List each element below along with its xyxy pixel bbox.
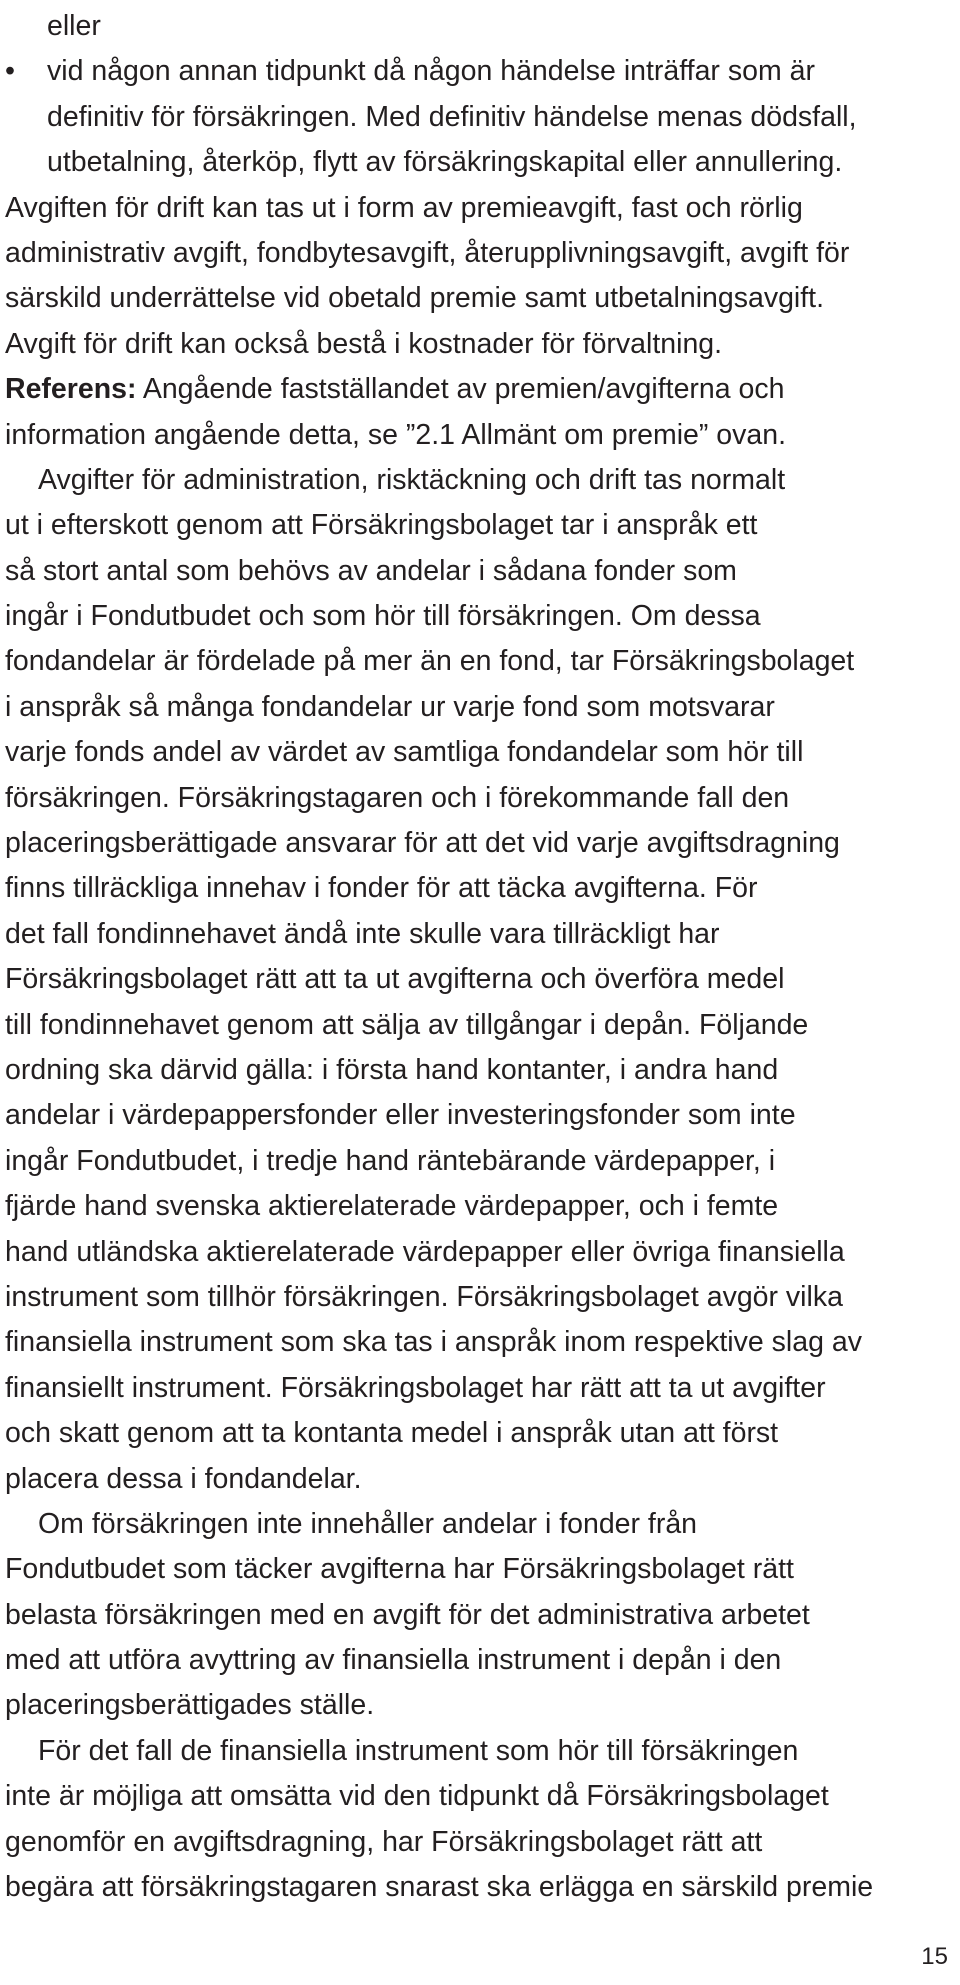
paragraph-special-premium [5,1729,905,1911]
paragraph-line: belasta försäkringen med en avgift för det administrativa arbetet [5,1598,810,1631]
paragraph-line: ordning ska därvid gälla: i första hand kontanter, i andra hand [5,1053,779,1086]
paragraph-line: och skatt genom att ta kontanta medel i anspråk utan att först [5,1417,779,1450]
paragraph-fee-collection [5,458,905,1502]
paragraph-line: placera dessa i fondandelar. [5,1462,362,1495]
paragraph-line: varje fonds andel av värdet av samtliga fondandelar som hör till [5,736,804,769]
list-item-line: definitiv för försäkringen. Med definitiv händelse menas dödsfall, [47,100,857,133]
document-page [5,4,905,1910]
reference-label: Referens: [5,373,137,406]
list-continuation-text: eller [47,10,101,42]
paragraph-line: i anspråk så många fondandelar ur varje fond som motsvarar [5,690,775,723]
paragraph-line: med att utföra avyttring av finansiella instrument i depån i den [5,1644,782,1677]
paragraph-line: Om försäkringen inte innehåller andelar i fonder från [38,1507,698,1540]
paragraph-line: instrument som tillhör försäkringen. Försäkringsbolaget avgör vilka [5,1280,843,1313]
paragraph-line: placeringsberättigades ställe. [5,1689,375,1722]
paragraph-line: finns tillräckliga innehav i fonder för att täcka avgifterna. För [5,872,758,905]
paragraph-line: hand utländska aktierelaterade värdepapper eller övriga finansiella [5,1235,845,1268]
paragraph-line: genomför en avgiftsdragning, har Försäkringsbolaget rätt att [5,1825,763,1858]
list-item [5,49,905,185]
paragraph-line: fjärde hand svenska aktierelaterade värdepapper, och i femte [5,1190,779,1223]
paragraph-fee-types [5,186,905,368]
paragraph-line: särskild underrättelse vid obetald premie samt utbetalningsavgift. [5,282,825,315]
bullet-icon: • [5,55,15,88]
reference-note [5,367,905,458]
paragraph-line: Avgift för drift kan också bestå i kostnader för förvaltning. [5,327,723,360]
paragraph-line: det fall fondinnehavet ändå inte skulle vara tillräckligt har [5,917,720,950]
reference-text: Angående fastställandet av premien/avgifterna och [136,373,785,406]
paragraph-line: andelar i värdepappersfonder eller investeringsfonder som inte [5,1099,796,1132]
paragraph-line: fondandelar är fördelade på mer än en fond, tar Försäkringsbolaget [5,645,855,678]
paragraph-line: ingår Fondutbudet, i tredje hand räntebärande värdepapper, i [5,1144,776,1177]
paragraph-line: till fondinnehavet genom att sälja av tillgångar i depån. Följande [5,1008,809,1041]
paragraph-line: Avgifter för administration, risktäckning och drift tas normalt [38,463,786,496]
paragraph-line: finansiellt instrument. Försäkringsbolaget har rätt att ta ut avgifter [5,1371,826,1404]
paragraph-line: finansiella instrument som ska tas i anspråk inom respektive slag av [5,1326,862,1359]
paragraph-line: För det fall de finansiella instrument som hör till försäkringen [38,1734,799,1767]
reference-line [5,367,905,412]
paragraph-line: administrativ avgift, fondbytesavgift, återupplivningsavgift, avgift för [5,236,850,269]
paragraph-line: begära att försäkringstagaren snarast ska erlägga en särskild premie [5,1871,874,1904]
paragraph-line: Avgiften för drift kan tas ut i form av premieavgift, fast och rörlig [5,191,803,224]
paragraph-line: placeringsberättigade ansvarar för att det vid varje avgiftsdragning [5,827,840,860]
paragraph-line: så stort antal som behövs av andelar i sådana fonder som [5,554,737,587]
reference-line: information angående detta, se ”2.1 Allmänt om premie” ovan. [5,418,787,451]
list-item-line: utbetalning, återköp, flytt av försäkringskapital eller annullering. [47,146,843,179]
paragraph-line: inte är möjliga att omsätta vid den tidpunkt då Försäkringsbolaget [5,1780,829,1813]
paragraph-missing-fund-units [5,1502,905,1729]
paragraph-line: Fondutbudet som täcker avgifterna har Försäkringsbolaget rätt [5,1553,794,1586]
paragraph-line: ut i efterskott genom att Försäkringsbolaget tar i anspråk ett [5,509,758,542]
page-number: 15 [921,1943,948,1970]
list-item-line: vid någon annan tidpunkt då någon händelse inträffar som är [47,55,815,88]
paragraph-line: ingår i Fondutbudet och som hör till försäkringen. Om dessa [5,600,761,633]
paragraph-line: Försäkringsbolaget rätt att ta ut avgifterna och överföra medel [5,963,785,996]
paragraph-line: försäkringen. Försäkringstagaren och i förekommande fall den [5,781,790,814]
